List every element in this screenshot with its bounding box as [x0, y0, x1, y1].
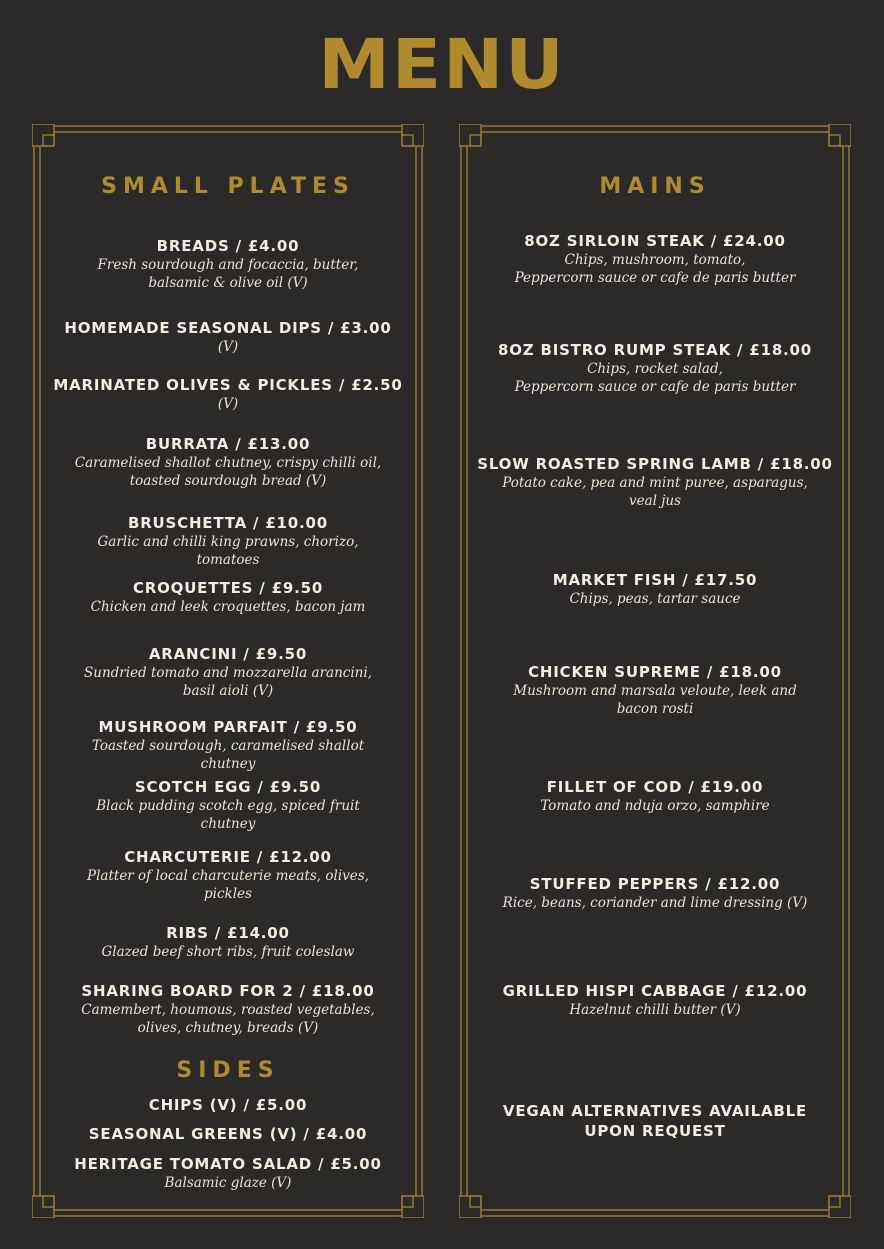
menu-item-name: BREADS / £4.00 — [156, 237, 300, 255]
menu-item-name: 8OZ SIRLOIN STEAK / £24.00 — [524, 232, 786, 250]
menu-item — [32, 923, 424, 961]
menu-item-name: FILLET OF COD / £19.00 — [546, 778, 764, 796]
menu-item-name: CHIPS (V) / £5.00 — [148, 1096, 308, 1114]
menu-item — [32, 375, 424, 413]
menu-item — [459, 777, 851, 815]
menu-item — [32, 1124, 424, 1144]
menu-item-description: Black pudding scotch egg, spiced fruit chutney — [96, 798, 360, 832]
menu-item-name: HOMEMADE SEASONAL DIPS / £3.00 — [64, 319, 392, 337]
menu-item — [32, 981, 424, 1037]
menu-item-description: Fresh sourdough and focaccia, butter, balsamic & olive oil (V) — [97, 257, 359, 291]
menu-item-description: Chips, rocket salad, Peppercorn sauce or cafe de paris butter — [514, 361, 796, 395]
menu-item-description: (V) — [217, 339, 239, 355]
menu-item-name: MUSHROOM PARFAIT / £9.50 — [98, 718, 358, 736]
menu-item — [32, 1095, 424, 1115]
section-heading-sides: SIDES — [176, 1058, 280, 1083]
menu-item — [459, 981, 851, 1019]
menu-item — [32, 847, 424, 903]
menu-item-description: Toasted sourdough, caramelised shallot chutney — [91, 738, 365, 772]
mains-panel — [459, 124, 851, 1218]
menu-item-name: BURRATA / £13.00 — [145, 435, 311, 453]
menu-item-description: Chips, mushroom, tomato, Peppercorn sauce or cafe de paris butter — [514, 252, 796, 286]
menu-item-name: SLOW ROASTED SPRING LAMB / £18.00 — [477, 455, 833, 473]
menu-item-name: SCOTCH EGG / £9.50 — [134, 778, 322, 796]
menu-item-description: Balsamic glaze (V) — [164, 1175, 292, 1191]
menu-item-name: RIBS / £14.00 — [166, 924, 290, 942]
menu-item-name: ARANCINI / £9.50 — [148, 645, 308, 663]
menu-item-description: Potato cake, pea and mint puree, asparagus, veal jus — [502, 475, 808, 509]
menu-item — [32, 236, 424, 292]
menu-item-description: Chicken and leek croquettes, bacon jam — [90, 599, 366, 615]
menu-item-description: Glazed beef short ribs, fruit coleslaw — [101, 944, 355, 960]
menu-item-name: 8OZ BISTRO RUMP STEAK / £18.00 — [497, 341, 813, 359]
menu-item-description: Chips, peas, tartar sauce — [569, 591, 741, 607]
menu-item — [32, 644, 424, 700]
menu-item — [32, 777, 424, 833]
menu-item — [32, 513, 424, 569]
menu-item — [32, 434, 424, 490]
menu-item-name: SHARING BOARD FOR 2 / £18.00 — [81, 982, 375, 1000]
menu-item — [32, 318, 424, 356]
vegan-note: VEGAN ALTERNATIVES AVAILABLE UPON REQUEST — [502, 1102, 808, 1140]
menu-item — [459, 231, 851, 287]
menu-item — [32, 717, 424, 773]
menu-item-description: Tomato and nduja orzo, samphire — [540, 798, 770, 814]
section-heading-mains: MAINS — [599, 174, 711, 199]
menu-item-name: CHICKEN SUPREME / £18.00 — [528, 663, 782, 681]
menu-item-name: SEASONAL GREENS (V) / £4.00 — [88, 1125, 368, 1143]
menu-item — [459, 874, 851, 912]
menu-title: MENU — [318, 24, 566, 104]
menu-item — [459, 454, 851, 510]
menu-item-description: Hazelnut chilli butter (V) — [569, 1002, 741, 1018]
menu-item-name: STUFFED PEPPERS / £12.00 — [529, 875, 781, 893]
menu-item — [459, 340, 851, 396]
menu-item — [459, 662, 851, 718]
menu-item — [32, 578, 424, 616]
menu-item-name: MARINATED OLIVES & PICKLES / £2.50 — [53, 376, 403, 394]
small-plates-panel — [32, 124, 424, 1218]
section-heading-small-plates: SMALL PLATES — [101, 174, 355, 199]
menu-item-name: BRUSCHETTA / £10.00 — [127, 514, 329, 532]
menu-item-description: Caramelised shallot chutney, crispy chilli oil, toasted sourdough bread (V) — [74, 455, 382, 489]
menu-item — [32, 1154, 424, 1192]
menu-item-description: Camembert, houmous, roasted vegetables, olives, chutney, breads (V) — [81, 1002, 375, 1036]
menu-item-description: Sundried tomato and mozzarella arancini, basil aioli (V) — [84, 665, 372, 699]
menu-item-name: GRILLED HISPI CABBAGE / £12.00 — [502, 982, 808, 1000]
menu-item-description: (V) — [217, 396, 239, 412]
menu-item-description: Platter of local charcuterie meats, olives, pickles — [87, 868, 369, 902]
menu-item-name: CROQUETTES / £9.50 — [132, 579, 324, 597]
menu-item-name: MARKET FISH / £17.50 — [552, 571, 758, 589]
menu-item-name: HERITAGE TOMATO SALAD / £5.00 — [74, 1155, 382, 1173]
menu-item-name: CHARCUTERIE / £12.00 — [124, 848, 332, 866]
menu-item-description: Garlic and chilli king prawns, chorizo, tomatoes — [97, 534, 359, 568]
menu-item-description: Mushroom and marsala veloute, leek and bacon rosti — [513, 683, 797, 717]
menu-item — [459, 570, 851, 608]
menu-item-description: Rice, beans, coriander and lime dressing (V) — [502, 895, 808, 911]
